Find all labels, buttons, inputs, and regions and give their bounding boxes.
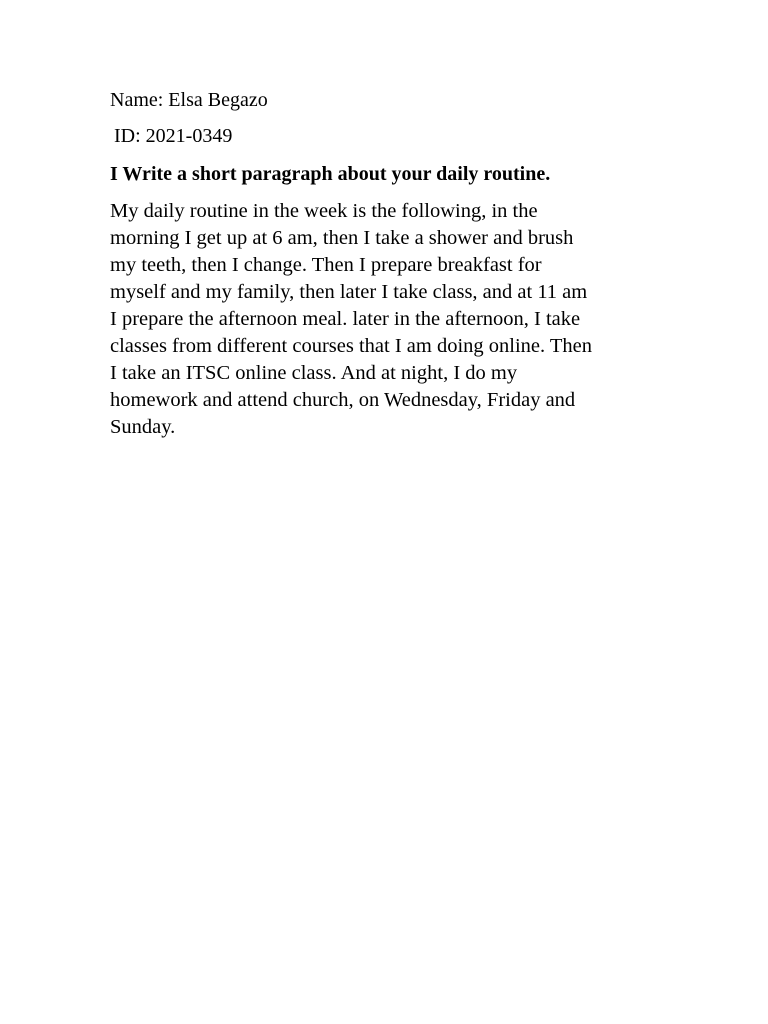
assignment-prompt: I Write a short paragraph about your daily routine. [110, 163, 551, 185]
paragraph-line: homework and attend church, on Wednesday, Friday and [110, 389, 576, 411]
paragraph-line: I take an ITSC online class. And at night, I do my [110, 362, 518, 384]
paragraph-line: myself and my family, then later I take class, and at 11 am [110, 281, 588, 303]
student-id: ID: 2021-0349 [114, 125, 233, 147]
paragraph-line: I prepare the afternoon meal. later in the afternoon, I take [110, 308, 581, 330]
paragraph-line: morning I get up at 6 am, then I take a shower and brush [110, 227, 574, 249]
paragraph-line: my teeth, then I change. Then I prepare breakfast for [110, 254, 542, 276]
paragraph-line: classes from different courses that I am doing online. Then [110, 335, 593, 357]
routine-paragraph [110, 198, 670, 441]
student-name: Name: Elsa Begazo [110, 89, 268, 111]
paragraph-line: My daily routine in the week is the following, in the [110, 200, 538, 222]
paragraph-line: Sunday. [110, 416, 176, 438]
